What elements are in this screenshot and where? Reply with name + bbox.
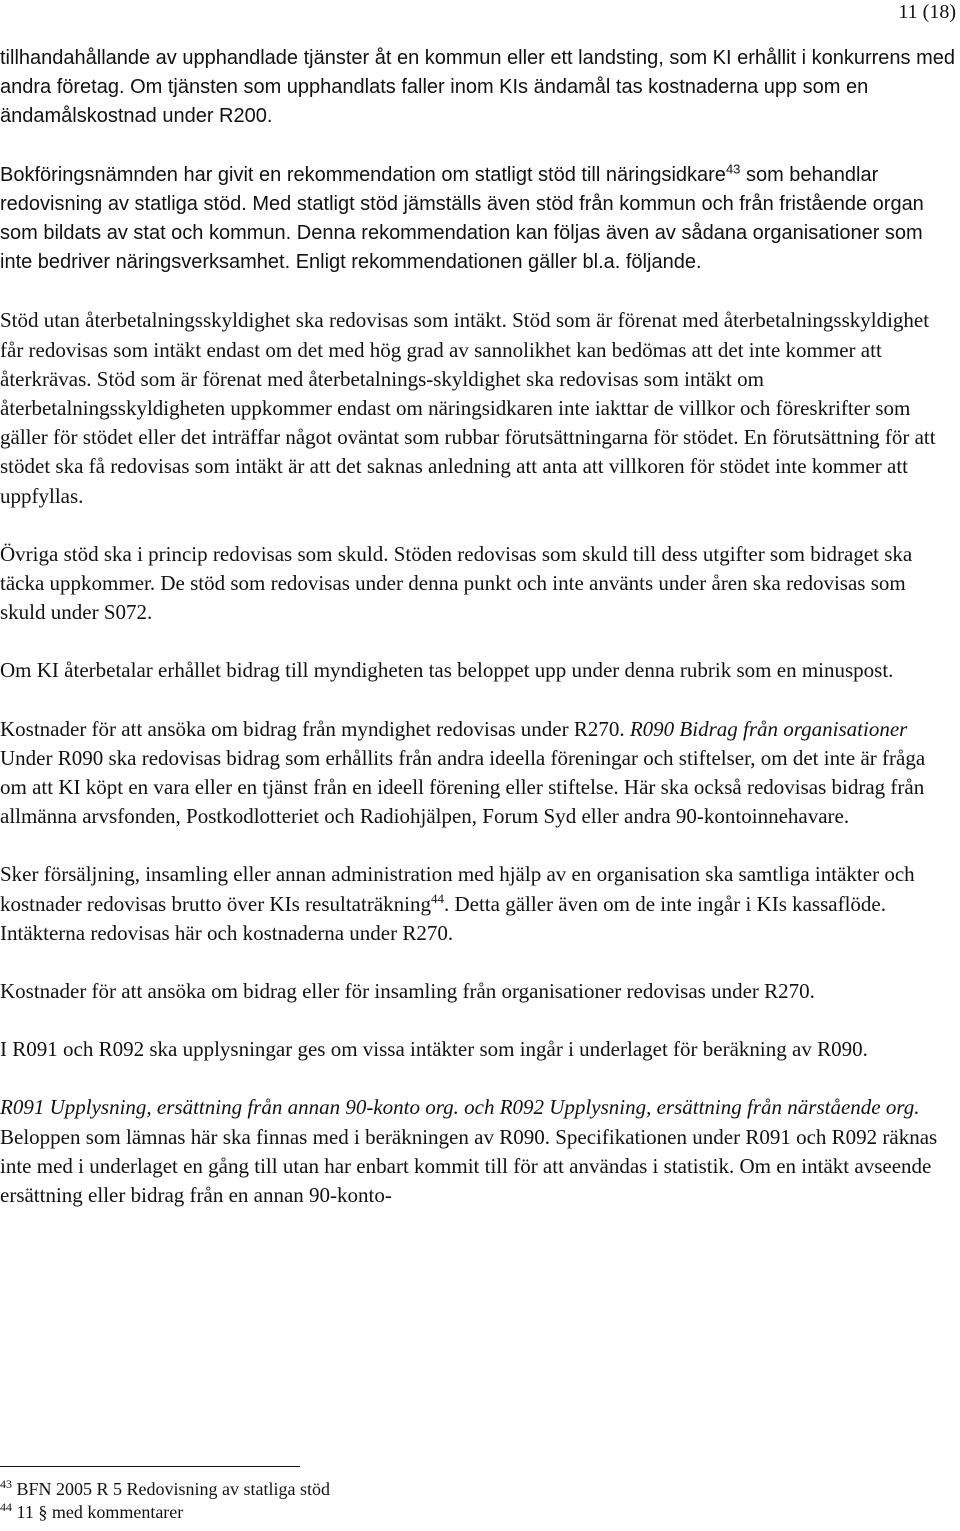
footnote-text: BFN 2005 R 5 Redovisning av statliga stöd (16, 1479, 331, 1499)
section-heading-r091-r092: R091 Upplysning, ersättning från annan 90-konto org. och R092 Upplysning, ersättning från närstående org. (0, 1095, 920, 1120)
footnote-text: 11 § med kommentarer (16, 1502, 184, 1522)
document-body (0, 44, 956, 1239)
paragraph-text: som behandlar redovisning av statliga stöd. Med statligt stöd jämställs även stöd från kommun och från fristående organ som bildats av stat och kommun. Denna rekommendation kan följas även av sådana organisationer som inte bedriver näringsverksamhet. Enligt rekommendationen gäller bl.a. följande. (0, 163, 924, 274)
paragraph-stod-utan-aterbetalning: Stöd utan återbetalningsskyldighet ska redovisas som intäkt. Stöd som är förenat med återbetalningsskyldighet får redovisas som intäkt endast om det med hög grad av sannolikhet kan bedömas att det inte kommer att återkrävas. Stöd som är förenat med återbetalnings-skyldighet ska redovisas som intäkt om återbetalningsskyldigheten uppkommer endast om näringsidkaren inte iakttar de villkor och föreskrifter som gäller för stödet eller det inträffar något oväntat som rubbar förutsättningarna för stödet. En förutsättning för att stödet ska få redovisas som intäkt är att det saknas anledning att anta att villkoren för stödet inte kommer att uppfyllas. (0, 308, 936, 508)
paragraph-beloppen: Beloppen som lämnas här ska finnas med i beräkningen av R090. Specifikationen under R091 och R092 räknas inte med i underlaget en gång till utan har enbart kommit till för att användas i statistik. Om en intäkt avseende ersättning eller bidrag från en annan 90-konto- (0, 1124, 938, 1208)
paragraph-text: . Detta gäller även om de inte ingår i KIs kassaflöde. Intäkterna redovisas här och kostnaderna under R270. (0, 891, 886, 945)
paragraph-ovriga-stod: Övriga stöd ska i princip redovisas som skuld. Stöden redovisas som skuld till dess utgifter som bidraget ska täcka uppkommer. De stöd som redovisas under denna punkt och inte använts under åren ska redovisas som skuld under S072. (0, 541, 913, 625)
footnote (0, 1501, 956, 1524)
section-heading-r090: R090 Bidrag från organisationer (629, 716, 908, 741)
page-number: 11 (18) (898, 1, 956, 23)
paragraph-kostnader-insamling: Kostnader för att ansöka om bidrag eller för insamling från organisationer redovisas under R270. (0, 979, 815, 1004)
paragraph-text: Kostnader för att ansöka om bidrag från myndighet redovisas under R270. (0, 716, 630, 741)
footnote-reference: 43 (725, 160, 741, 176)
footnote (0, 1478, 956, 1501)
footnote-separator (0, 1466, 300, 1467)
paragraph-kostnader-myndighet (0, 715, 956, 744)
paragraph-r090: Under R090 ska redovisas bidrag som erhållits från andra ideella föreningar och stiftelser, om det inte är fråga om att KI köpt en vara eller en tjänst från en ideell förening eller stiftelse. Här ska också redovisas bidrag från allmänna arvsfonden, Postkodlotteriet och Radiohjälpen, Forum Syd eller andra 90-kontoinnehavare. (0, 745, 926, 829)
paragraph-r091-r092: I R091 och R092 ska upplysningar ges om vissa intäkter som ingår i underlaget för beräkning av R090. (0, 1037, 868, 1062)
footnote-reference: 44 (430, 890, 444, 906)
paragraph-aterbetalning: Om KI återbetalar erhållet bidrag till myndigheten tas beloppet upp under denna rubrik som en minuspost. (0, 658, 894, 683)
footnote-number: 43 (0, 1477, 12, 1491)
footnote-number: 44 (0, 1500, 12, 1514)
paragraph-continuation: tillhandahållande av upphandlade tjänster åt en kommun eller ett landsting, som KI erhållit i konkurrens med andra företag. Om tjänsten som upphandlats faller inom KIs ändamål tas kostnaderna upp som en ändamålskostnad under R200. (0, 47, 955, 128)
footnotes (0, 1478, 956, 1524)
paragraph-forsaljning-insamling (0, 860, 956, 948)
paragraph-text: Bokföringsnämnden har givit en rekommendation om statligt stöd till näringsidkare (0, 163, 726, 186)
paragraph-text: Sker försäljning, insamling eller annan administration med hjälp av en organisation ska samtliga intäkter och kostnader redovisas brutto över KIs resultaträkning (0, 862, 915, 916)
paragraph-bfn-recommendation (0, 161, 956, 278)
